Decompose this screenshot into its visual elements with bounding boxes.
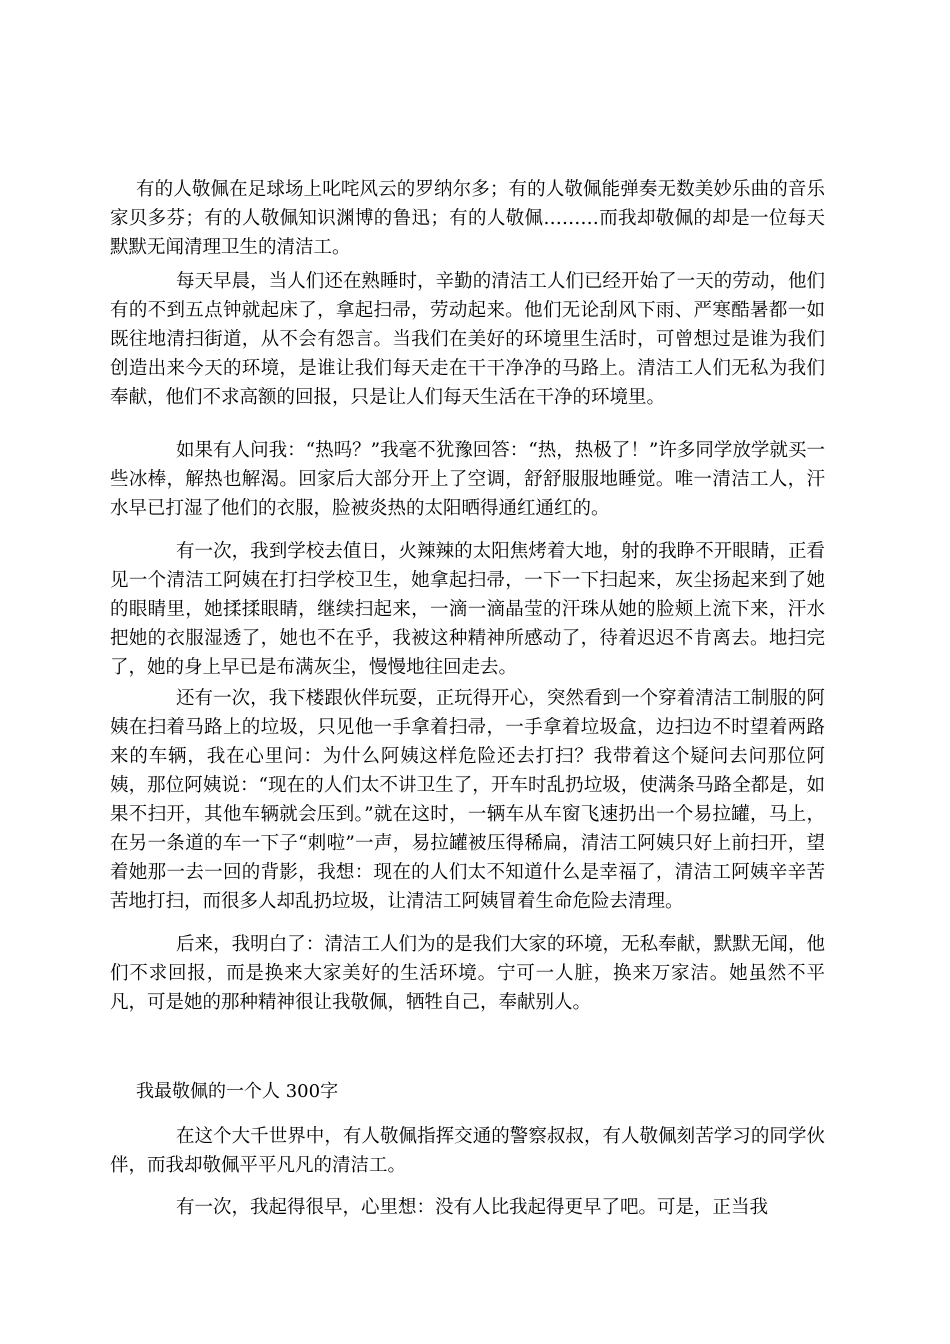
essay-title: 我最敬佩的一个人 300字 bbox=[136, 1081, 339, 1102]
paragraph-second-start: 有一次，我起得很早，心里想：没有人比我起得更早了吧。可是，正当我 bbox=[176, 1197, 769, 1218]
paragraph-road-cleaning: 还有一次，我下楼跟伙伴玩耍，正玩得开心，突然看到一个穿着清洁工制服的阿姨在扫着马路上的垃圾，只见他一手拿着扫帚，一手拿着垃圾盒，边扫边不时望着两路来的车辆，我在心里问：为什么阿姨这样危险还去打扫？我带着这个疑问去问那位阿姨，那位阿姨说：“现在的人们太不讲卫生了，开车时乱扔垃圾，使满条马路全都是，如果不扫开，其他车辆就会压到。”就在这时，一辆车从车窗飞速扔出一个易拉罐，马上，在另一条道的车一下子“刺啦”一声，易拉罐被压得稀扁，清洁工阿姨只好上前扫开，望着她那一去一回的背影，我想：现在的人们太不知道什么是幸福了，清洁工阿姨辛辛苦苦地打扫，而很多人却乱扔垃圾，让清洁工阿姨冒着生命危险去清理。 bbox=[110, 688, 825, 912]
paragraph-intro: 有的人敬佩在足球场上叱咤风云的罗纳尔多；有的人敬佩能弹奏无数美妙乐曲的音乐家贝多芬；有的人敬佩知识渊博的鲁迅；有的人敬佩………而我却敬佩的却是一位每天默默无闻清理卫生的清洁工。 bbox=[110, 179, 825, 258]
paragraph-heat: 如果有人问我：“热吗？”我毫不犹豫回答：“热，热极了！”许多同学放学就买一些冰棒，解热也解渴。回家后大部分开上了空调，舒舒服服地睡觉。唯一清洁工人，汗水早已打湿了他们的衣服，脸被炎热的太阳晒得通红通红的。 bbox=[110, 440, 825, 519]
paragraph-school-duty: 有一次，我到学校去值日，火辣辣的太阳焦烤着大地，射的我睁不开眼睛，正看见一个清洁工阿姨在打扫学校卫生，她拿起扫帚，一下一下扫起来，灰尘扬起来到了她的眼睛里，她揉揉眼睛，继续扫起来，一滴一滴晶莹的汗珠从她的脸颊上流下来，汗水把她的衣服湿透了，她也不在乎，我被这种精神所感动了，待着迟迟不肯离去。地扫完了，她的身上早已是布满灰尘，慢慢地往回走去。 bbox=[110, 541, 825, 678]
paragraph-conclusion: 后来，我明白了：清洁工人们为的是我们大家的环境，无私奉献，默默无闻，他们不求回报，而是换来大家美好的生活环境。宁可一人脏，换来万家洁。她虽然不平凡，可是她的那种精神很让我敬佩，牺牲自己，奉献别人。 bbox=[110, 934, 825, 1013]
paragraph-second-intro: 在这个大千世界中，有人敬佩指挥交通的警察叔叔，有人敬佩刻苦学习的同学伙伴，而我却敬佩平平凡凡的清洁工。 bbox=[110, 1126, 825, 1176]
paragraph-morning: 每天早晨，当人们还在熟睡时，辛勤的清洁工人们已经开始了一天的劳动，他们有的不到五点钟就起床了，拿起扫帚，劳动起来。他们无论刮风下雨、严寒酷暑都一如既往地清扫街道，从不会有怨言。当我们在美好的环境里生活时，可曾想过是谁为我们创造出来今天的环境，是谁让我们每天走在干干净净的马路上。清洁工人们无私为我们奉献，他们不求高额的回报，只是让人们每天生活在干净的环境里。 bbox=[110, 271, 825, 408]
